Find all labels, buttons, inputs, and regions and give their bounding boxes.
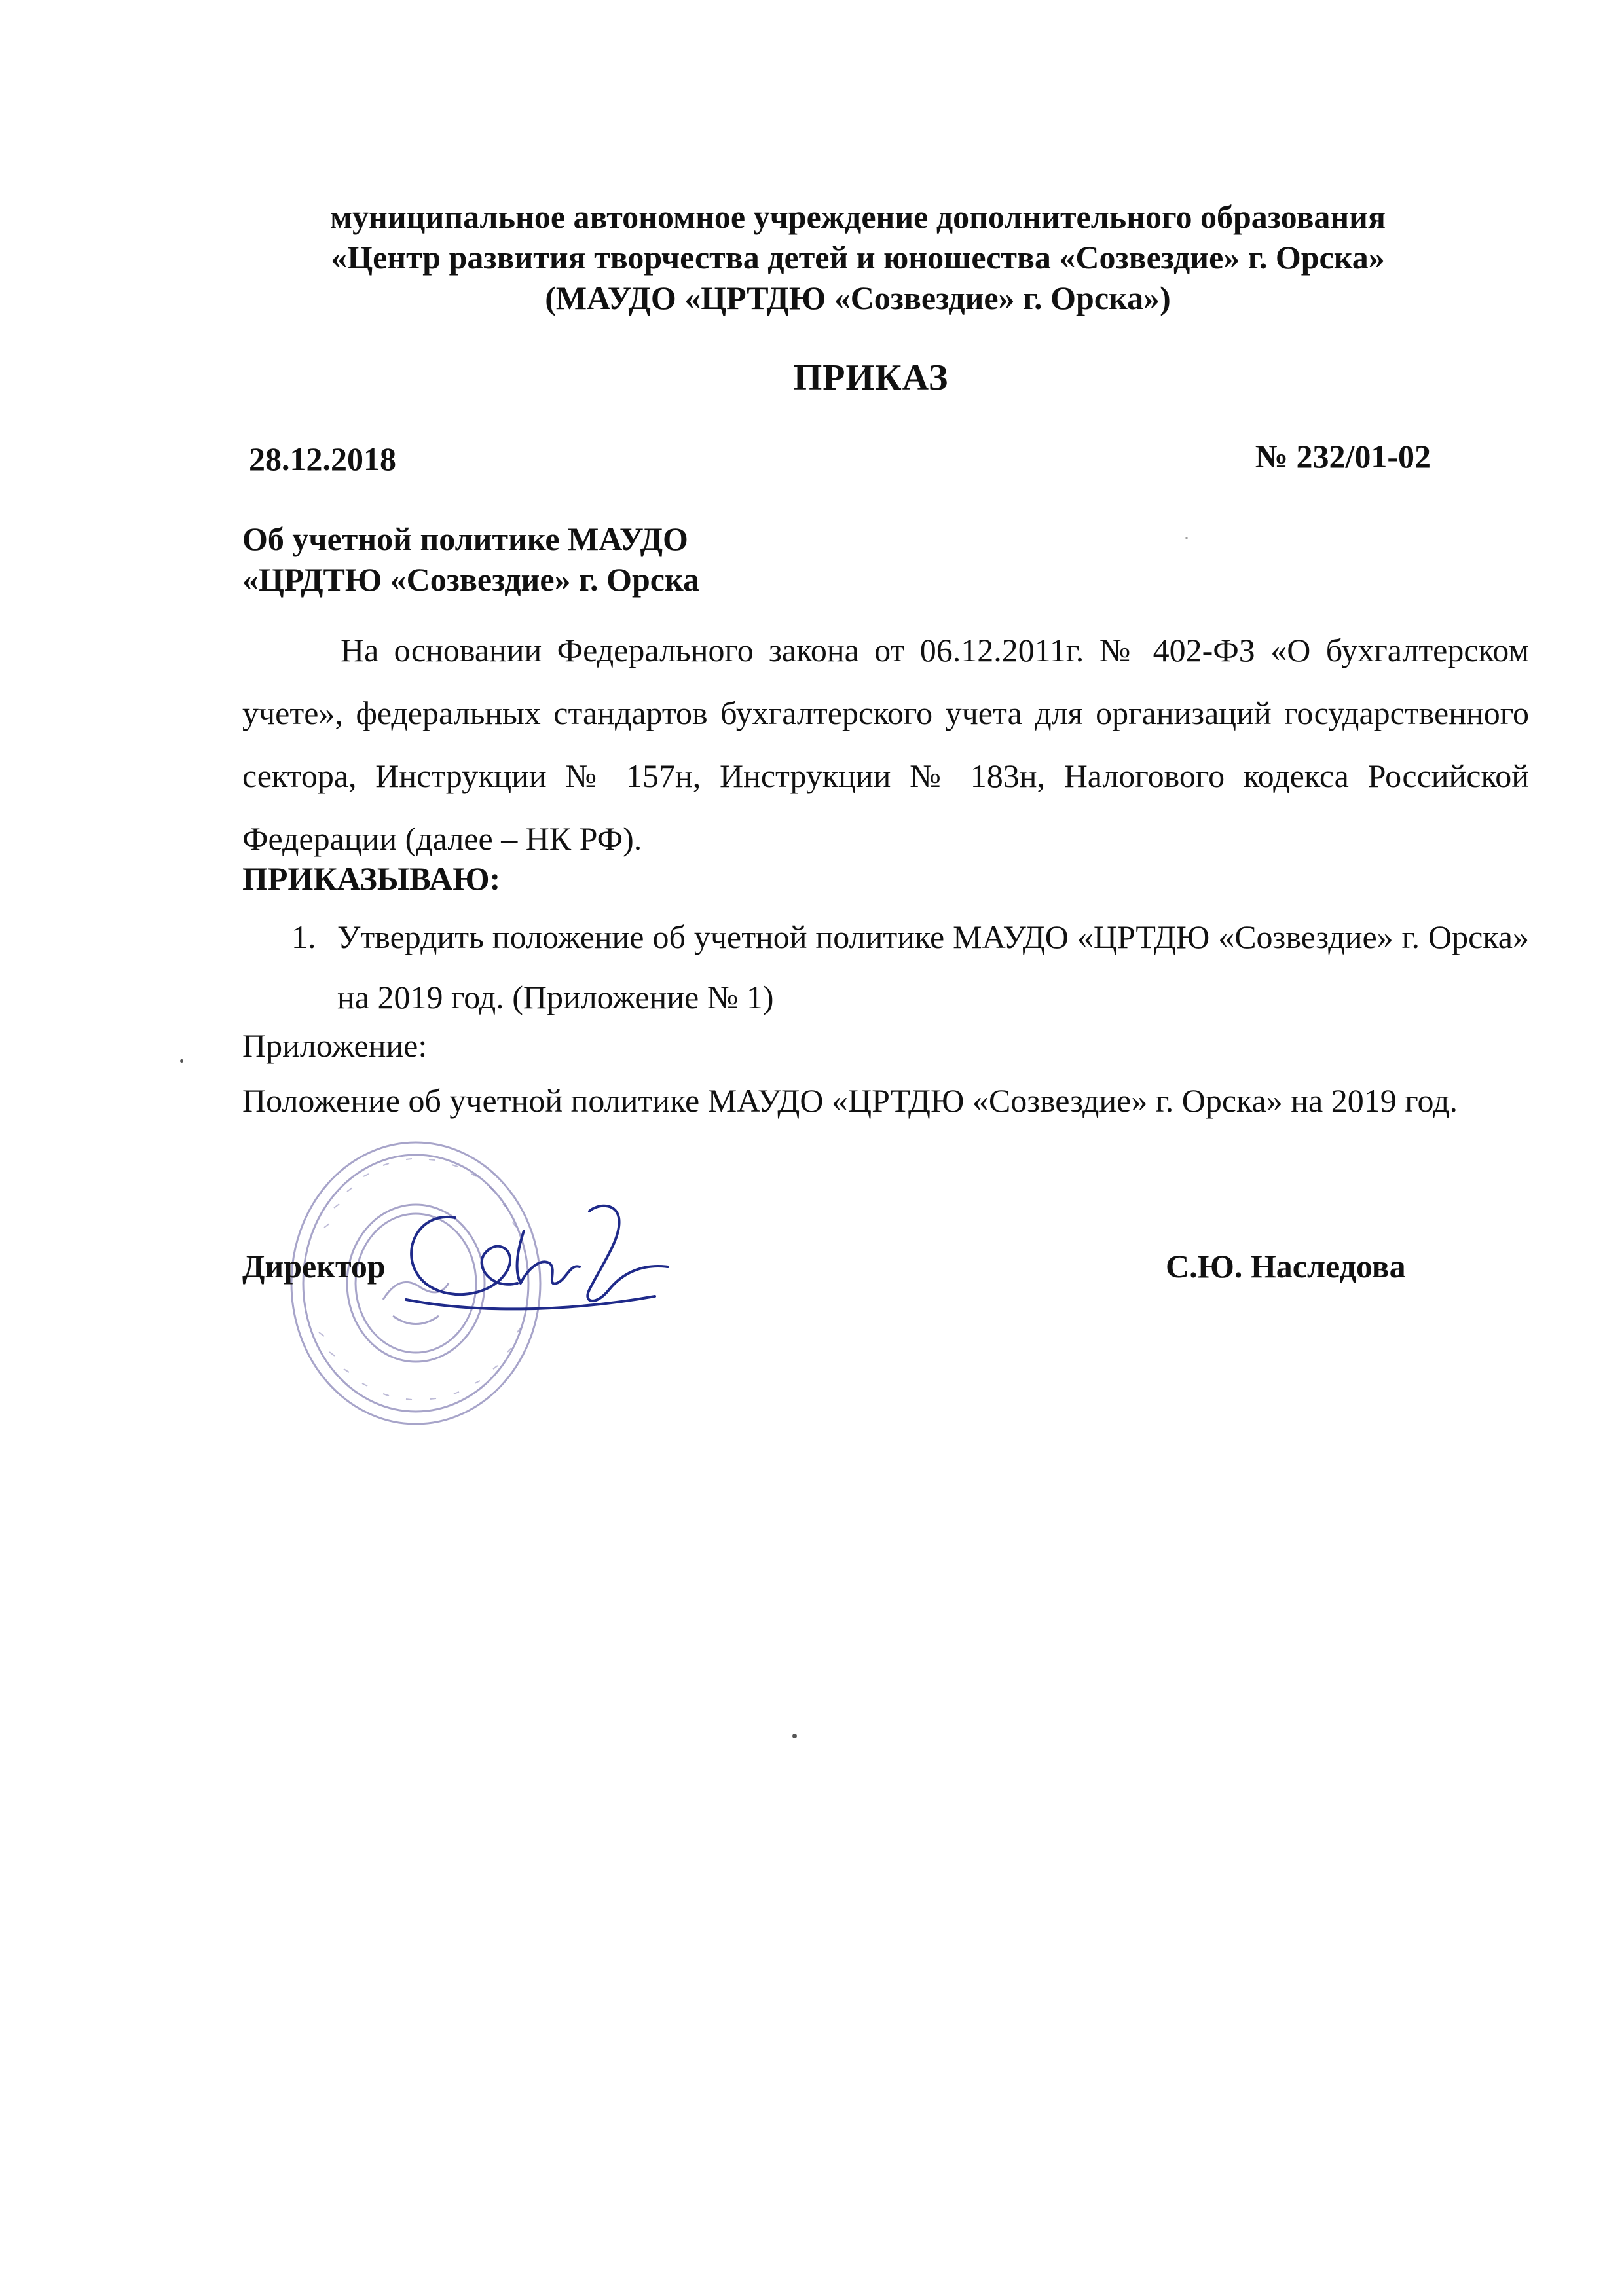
header-line-3: (МАУДО «ЦРТДЮ «Созвездие» г. Орска»): [545, 280, 1171, 316]
document-title: ПРИКАЗ: [793, 357, 949, 398]
order-items-list: [291, 907, 1529, 1027]
document-date: 28.12.2018: [249, 441, 396, 477]
header-line-1: муниципальное автономное учреждение дополнительного образования: [329, 198, 1386, 235]
signatory-name: С.Ю. Наследова: [1166, 1248, 1406, 1285]
list-item-number: 1.: [291, 919, 316, 955]
scan-speck: [792, 1734, 797, 1738]
list-item: [291, 907, 1529, 1027]
preamble-paragraph: На основании Федерального закона от 06.12.2011г. № 402-ФЗ «О бухгалтерском учете», федеральных стандартов бухгалтерского учета для организаций государственного сектора, Инструкции № 157н, Инструкции № 183н, Налогового кодекса Российской Федерации (далее – НК РФ).: [242, 632, 1529, 857]
subject-line-2: «ЦРДТЮ «Созвездие» г. Орска: [242, 561, 700, 598]
appendix-label: Приложение:: [242, 1027, 428, 1064]
scan-speck: [1185, 537, 1188, 539]
organization-header: [196, 196, 1519, 318]
signatory-role: Директор: [242, 1248, 386, 1285]
appendix-text: Положение об учетной политике МАУДО «ЦРТДЮ «Созвездие» г. Орска» на 2019 год.: [242, 1082, 1458, 1119]
scan-speck: [180, 1059, 183, 1063]
order-heading: ПРИКАЗЫВАЮ:: [242, 860, 501, 897]
document-subject: [242, 519, 699, 600]
document-number: № 232/01-02: [1255, 438, 1431, 475]
signature-icon: [393, 1192, 681, 1336]
list-item-text: Утвердить положение об учетной политике МАУДО «ЦРТДЮ «Созвездие» г. Орска» на 2019 год. (Приложение № 1): [337, 919, 1529, 1015]
header-line-2: «Центр развития творчества детей и юношества «Созвездие» г. Орска»: [331, 239, 1385, 276]
subject-line-1: Об учетной политике МАУДО: [242, 520, 688, 557]
